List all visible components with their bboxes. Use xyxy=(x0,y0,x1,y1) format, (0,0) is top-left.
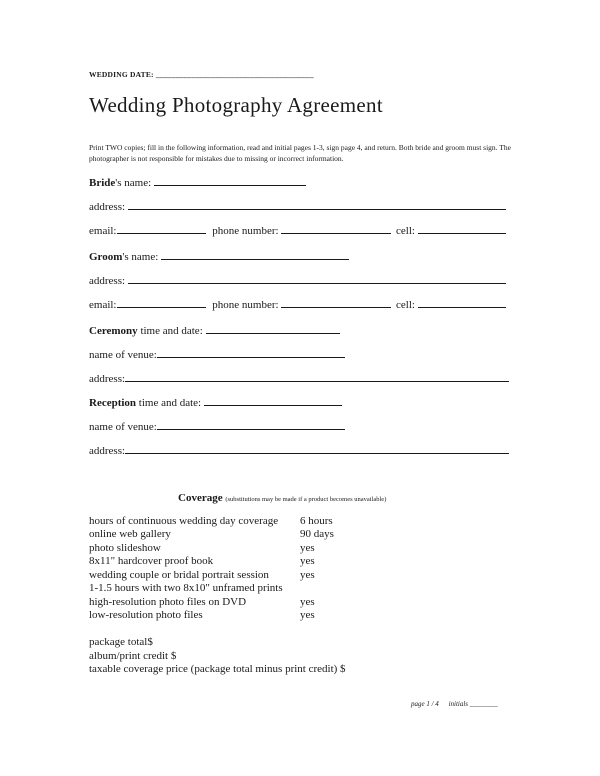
groom-contact-row[interactable] xyxy=(89,297,506,311)
groom-email-blank[interactable] xyxy=(117,297,206,308)
reception-time-row[interactable] xyxy=(89,395,342,409)
bride-cell-label: cell: xyxy=(396,225,415,237)
ceremony-time-label: time and date: xyxy=(137,325,203,337)
package-total[interactable]: package total$ xyxy=(89,636,153,648)
bride-contact-row[interactable] xyxy=(89,223,506,237)
bride-name-label: 's name: xyxy=(115,177,152,189)
coverage-item-label: online web gallery xyxy=(89,528,171,540)
coverage-item-label: high-resolution photo files on DVD xyxy=(89,596,247,608)
reception-address-blank[interactable] xyxy=(125,443,509,454)
ceremony-address-blank[interactable] xyxy=(125,371,509,382)
intro-instructions: Print TWO copies; fill in the following information, read and initial pages 1-3, sign page 4, and return. Both bride and groom must sign. The photographer is not responsible for mistakes due to missing or incorrect information. xyxy=(89,143,511,163)
coverage-item-value: yes xyxy=(300,542,315,554)
bride-email-blank[interactable] xyxy=(117,223,206,234)
bride-name-row[interactable] xyxy=(89,175,306,189)
wedding-date-field[interactable]: WEDDING DATE: ________________________________________ xyxy=(89,70,314,79)
reception-venue-label: name of venue: xyxy=(89,421,157,433)
reception-time-label: time and date: xyxy=(136,397,202,409)
page-number: page 1 / 4 xyxy=(411,700,439,708)
reception-venue-row[interactable] xyxy=(89,419,345,433)
coverage-item-value: yes xyxy=(300,596,315,608)
ceremony-address-label: address: xyxy=(89,373,126,385)
bride-label: Bride xyxy=(89,177,116,189)
groom-name-row[interactable] xyxy=(89,249,349,263)
coverage-item-value: yes xyxy=(300,555,315,567)
groom-label: Groom xyxy=(89,251,123,263)
groom-cell-blank[interactable] xyxy=(418,297,506,308)
coverage-item-value: 90 days xyxy=(300,528,334,540)
page-footer xyxy=(411,700,498,708)
coverage-item-label: photo slideshow xyxy=(89,542,161,554)
ceremony-time-row[interactable] xyxy=(89,323,340,337)
initials-field[interactable]: initials ________ xyxy=(448,700,498,708)
coverage-heading xyxy=(178,492,386,504)
bride-phone-label: phone number: xyxy=(212,225,279,237)
reception-label: Reception xyxy=(89,397,137,409)
ceremony-time-blank[interactable] xyxy=(206,323,340,334)
coverage-note: (substitutions may be made if a product becomes unavailable) xyxy=(225,496,387,503)
bride-phone-blank[interactable] xyxy=(281,223,391,234)
ceremony-label: Ceremony xyxy=(89,325,138,337)
reception-address-row[interactable] xyxy=(89,443,509,457)
coverage-item-label: low-resolution photo files xyxy=(89,609,203,621)
groom-address-blank[interactable] xyxy=(128,273,506,284)
groom-name-blank[interactable] xyxy=(161,249,349,260)
bride-address-row[interactable] xyxy=(89,199,506,213)
groom-cell-label: cell: xyxy=(396,299,415,311)
bride-address-blank[interactable] xyxy=(128,199,506,210)
coverage-item-value: yes xyxy=(300,569,315,581)
ceremony-venue-blank[interactable] xyxy=(157,347,345,358)
reception-address-label: address: xyxy=(89,445,126,457)
coverage-item-label: 8x11" hardcover proof book xyxy=(89,555,214,567)
groom-name-label: 's name: xyxy=(122,251,159,263)
coverage-item-label: wedding couple or bridal portrait session xyxy=(89,569,269,581)
reception-time-blank[interactable] xyxy=(204,395,342,406)
bride-email-label: email: xyxy=(89,225,117,237)
coverage-item-label: 1-1.5 hours with two 8x10" unframed prints xyxy=(89,582,283,594)
taxable-coverage-price[interactable]: taxable coverage price (package total minus print credit) $ xyxy=(89,663,346,675)
groom-address-row[interactable] xyxy=(89,273,506,287)
reception-venue-blank[interactable] xyxy=(157,419,345,430)
groom-phone-blank[interactable] xyxy=(281,297,391,308)
page-title: Wedding Photography Agreement xyxy=(89,93,383,117)
coverage-item-value: 6 hours xyxy=(300,515,333,527)
ceremony-venue-row[interactable] xyxy=(89,347,345,361)
bride-address-label: address: xyxy=(89,201,126,213)
coverage-item-value: yes xyxy=(300,609,315,621)
coverage-title: Coverage xyxy=(178,492,223,504)
ceremony-venue-label: name of venue: xyxy=(89,349,157,361)
album-print-credit[interactable]: album/print credit $ xyxy=(89,650,177,662)
bride-cell-blank[interactable] xyxy=(418,223,506,234)
groom-email-label: email: xyxy=(89,299,117,311)
ceremony-address-row[interactable] xyxy=(89,371,509,385)
groom-address-label: address: xyxy=(89,275,126,287)
groom-phone-label: phone number: xyxy=(212,299,279,311)
coverage-item-label: hours of continuous wedding day coverage xyxy=(89,515,279,527)
bride-name-blank[interactable] xyxy=(154,175,306,186)
